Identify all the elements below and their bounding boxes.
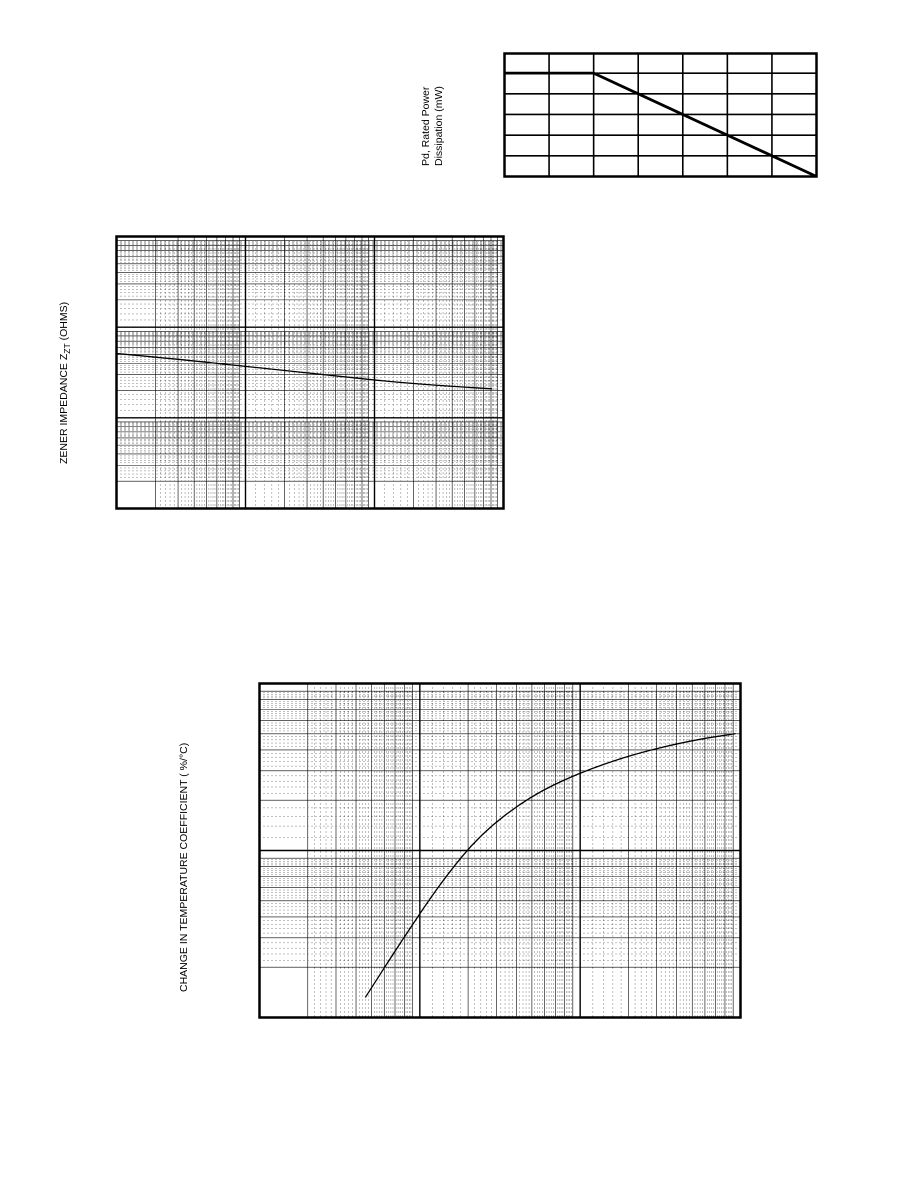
temp-coefficient-chart bbox=[258, 682, 742, 1019]
power-derating-ylabel-line2: Dissipation (mW) bbox=[432, 86, 445, 166]
zener-impedance-ylabel-main: ZENER IMPEDANCE Z bbox=[58, 353, 70, 464]
plot-frame bbox=[117, 237, 504, 509]
zener-impedance-ylabel-sub: ZT bbox=[62, 343, 73, 354]
power-derating-chart bbox=[503, 52, 818, 178]
temp-coefficient-curve bbox=[365, 734, 735, 998]
temp-coefficient-ylabel: CHANGE IN TEMPERATURE COEFFICIENT ( %/°C) bbox=[178, 742, 190, 992]
power-derating-ylabel bbox=[420, 86, 445, 166]
power-derating-ylabel-line1: Pd, Rated Power bbox=[420, 86, 432, 166]
zener-impedance-ylabel-suffix: (OHMS) bbox=[58, 301, 70, 344]
derating-curve bbox=[505, 73, 817, 176]
zener-impedance-ylabel bbox=[58, 302, 72, 464]
zener-impedance-chart bbox=[115, 235, 505, 510]
